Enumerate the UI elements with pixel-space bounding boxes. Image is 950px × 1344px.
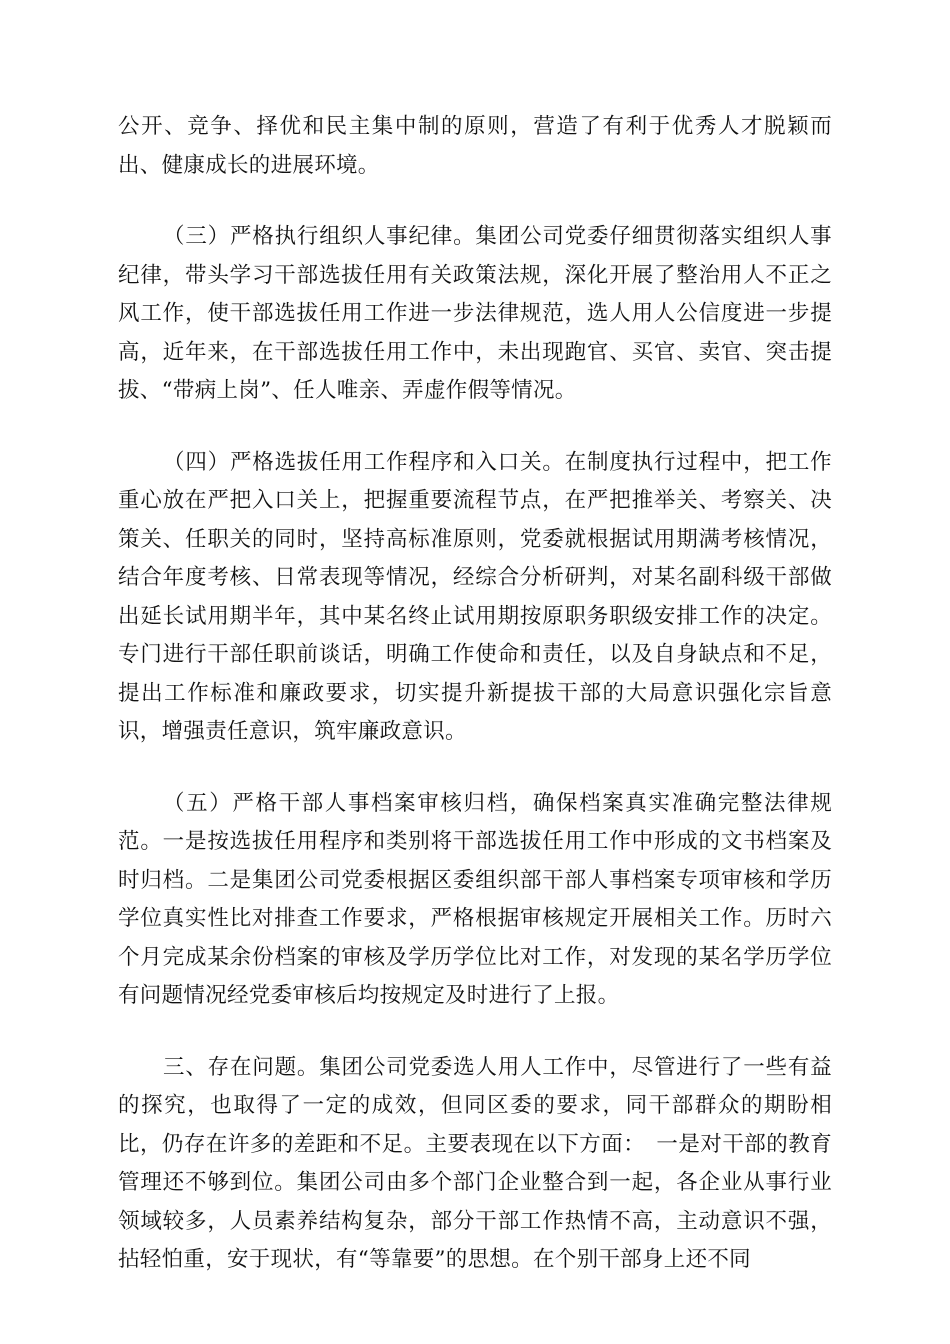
document-page — [118, 108, 832, 1313]
paragraph-section-5: （五）严格干部人事档案审核归档，确保档案真实准确完整法律规范。一是按选拔任用程序和类别将干部选拔任用工作中形成的文书档案及时归档。二是集团公司党委根据区委组织部干部人事档案专项审核和学历学位真实性比对排查工作要求，严格根据审核规定开展相关工作。历时六个月完成某余份档案的审核及学历学位比对工作，对发现的某名学历学位有问题情况经党委审核后均按规定及时进行了上报。 — [118, 790, 832, 1008]
paragraph-continuation: 公开、竞争、择优和民主集中制的原则，营造了有利于优秀人才脱颖而出、健康成长的进展环境。 — [118, 114, 832, 178]
paragraph-section-4: （四）严格选拔任用工作程序和入口关。在制度执行过程中，把工作重心放在严把入口关上，把握重要流程节点，在严把推举关、考察关、决策关、任职关的同时，坚持高标准原则，党委就根据试用期满考核情况，结合年度考核、日常表现等情况，经综合分析研判，对某名副科级干部做出延长试用期半年，其中某名终止试用期按原职务职级安排工作的决定。专门进行干部任职前谈话，明确工作使命和责任，以及自身缺点和不足，提出工作标准和廉政要求，切实提升新提拔干部的大局意识强化宗旨意识，增强责任意识，筑牢廉政意识。 — [118, 449, 832, 744]
paragraph-section-3: （三）严格执行组织人事纪律。集团公司党委仔细贯彻落实组织人事纪律，带头学习干部选拔任用有关政策法规，深化开展了整治用人不正之风工作，使干部选拔任用工作进一步法律规范，选人用人公信度进一步提高，近年来，在干部选拔任用工作中，未出现跑官、买官、卖官、突击提拔、“带病上岗”、任人唯亲、弄虚作假等情况。 — [118, 224, 832, 403]
paragraph-problems: 三、存在问题。集团公司党委选人用人工作中，尽管进行了一些有益的探究，也取得了一定的成效，但同区委的要求，同干部群众的期盼相比，仍存在许多的差距和不足。主要表现在以下方面： 一是对干部的教育管理还不够到位。集团公司由多个部门企业整合到一起，各企业从事行业领域较多，人员素养结构复杂，部分干部工作热情不高，主动意识不强，拈轻怕重，安于现状，有“等靠要”的思想。在个别干部身上还不同 — [118, 1054, 832, 1272]
